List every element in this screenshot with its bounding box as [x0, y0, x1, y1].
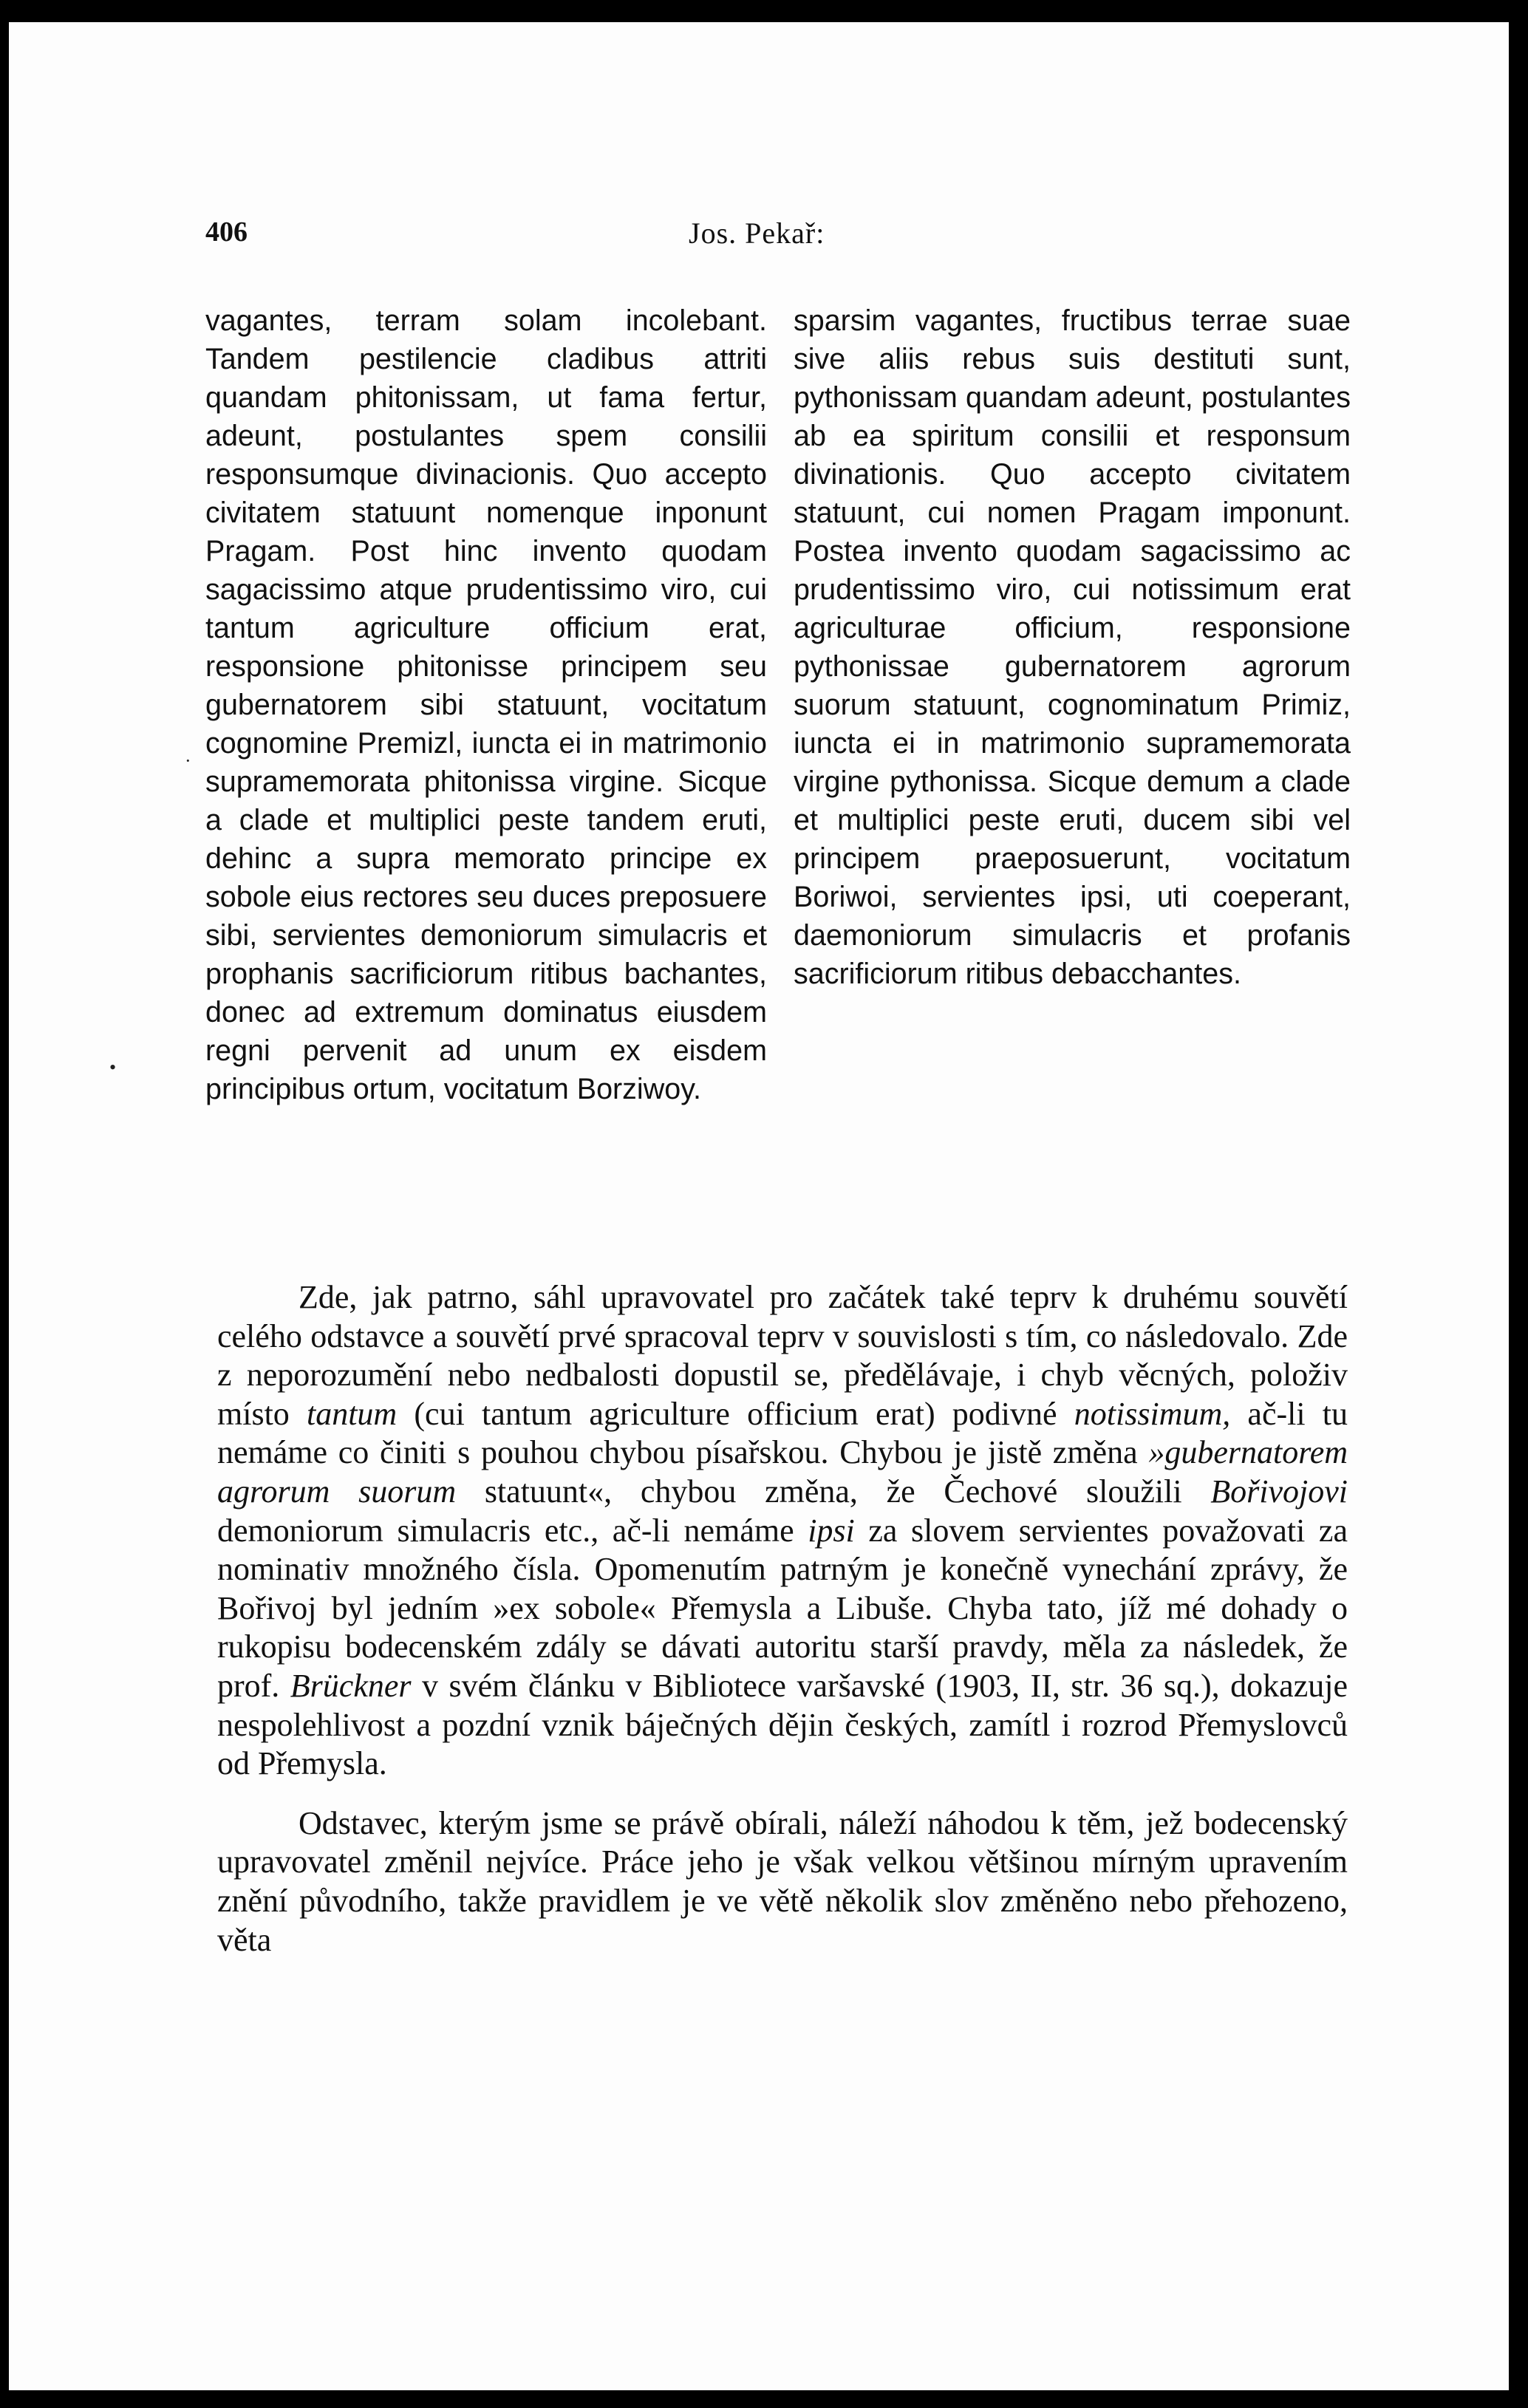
p1-text-5: demoniorum simulacris etc., ač-li nemáme — [217, 1512, 808, 1549]
czech-commentary — [217, 1278, 1348, 1960]
p1-italic-notissimum: notissimum, — [1074, 1395, 1231, 1432]
p1-italic-quote: »gubernatorem agrorum suorum — [217, 1434, 1348, 1510]
p1-text-2: (cui tantum agriculture officium erat) podivné — [397, 1395, 1074, 1432]
latin-text-right-column: sparsim vagantes, fructibus terrae suae sive aliis rebus suis destituti sunt, pythonissam quandam adeunt, postulantes ab ea spiritum consilii et responsum divinationis. Quo accepto civitatem statuunt, cui nomen Pragam imponunt. Postea invento quodam sagacissimo ac prudentissimo viro, cui notissimum erat agriculturae officium, responsione pythonissae gubernatorem agrorum suorum statuunt, cognominatum Primiz, iuncta ei in matrimonio supramemorata virgine pythonissa. Sicque demum a clade et multiplici peste eruti, ducem sibi vel principem praeposuerunt, vocitatum Boriwoi, servientes ipsi, uti coeperant, daemoniorum simulacris et profanis sacrificiorum ritibus debacchantes. — [794, 304, 1351, 990]
p1-italic-tantum: tantum — [306, 1395, 398, 1432]
paragraph-1 — [217, 1278, 1348, 1784]
p1-text-6: za slovem servientes považovati za nominativ množného čísla. Opomenutím patrným je konečně vynechání zprávy, že Bořivoj byl jedním »ex sobole« Přemysla a Libuše. Chyba tato, jíž mé dohady o rukopisu bodecenském zdály se dávati autoritu starší pravdy, měla za následek, že prof. — [217, 1512, 1348, 1704]
page-number: 406 — [205, 216, 248, 248]
p1-italic-borivojovi: Bořivojovi — [1210, 1473, 1348, 1510]
margin-mark: • — [109, 1057, 117, 1078]
paragraph-2: Odstavec, kterým jsme se právě obírali, náleží náhodou k těm, jež bodecenský upravovatel změnil nejvíce. Práce jeho je však velkou většinou mírným upravením znění původního, takže pravidlem je ve větě několik slov změněno nebo přehozeno, věta — [217, 1804, 1348, 1958]
document-page — [9, 22, 1509, 2390]
p1-text-7: v svém článku v Bibliotece varšavské (1903, II, str. 36 sq.), dokazuje nespolehlivost a pozdní vznik báječných dějin českých, zamítl i rozrod Přemyslovců od Přemysla. — [217, 1667, 1348, 1782]
page-header — [9, 216, 1509, 260]
p1-italic-bruckner: Brückner — [290, 1667, 412, 1704]
latin-text-left-column: vagantes, terram solam incolebant. Tandem pestilencie cladibus attriti quandam phitonissam, ut fama fertur, adeunt, postulantes spem consilii responsumque divinacionis. Quo accepto civitatem statuunt nomenque inponunt Pragam. Post hinc invento quodam sagacissimo atque prudentissimo viro, cui tantum agriculture officium erat, responsione phitonisse principem seu gubernatorem sibi statuunt, vocitatum cognomine Premizl, iuncta ei in matrimonio supramemorata phitonissa virgine. Sicque a clade et multiplici peste tandem eruti, dehinc a supra memorato principe ex sobole eius rectores seu duces preposuere sibi, servientes demoniorum simulacris et prophanis sacrificiorum ritibus bachantes, donec ad extremum dominatus eiusdem regni pervenit ad unum ex eisdem principibus ortum, vocitatum Borziwoy. — [205, 304, 767, 1105]
p1-text-3: ač-li tu nemáme co činiti s pouhou chybou písařskou. Chybou je jistě změna — [217, 1395, 1348, 1471]
margin-mark: · — [185, 750, 191, 771]
p1-text-1: Zde, jak patrno, sáhl upravovatel pro začátek také teprv k druhému souvětí celého odstavce a souvětí prvé spracoval teprv v souvislosti s tím, co následovalo. Zde z neporozumění nebo nedbalosti dopustil se, předělávaje, i chyb věcných, položiv místo — [217, 1279, 1348, 1432]
p1-italic-ipsi: ipsi — [808, 1512, 855, 1549]
running-head: Jos. Pekař: — [689, 216, 825, 250]
p1-text-4: statuunt«, chybou změna, že Čechové sloužili — [456, 1473, 1211, 1510]
